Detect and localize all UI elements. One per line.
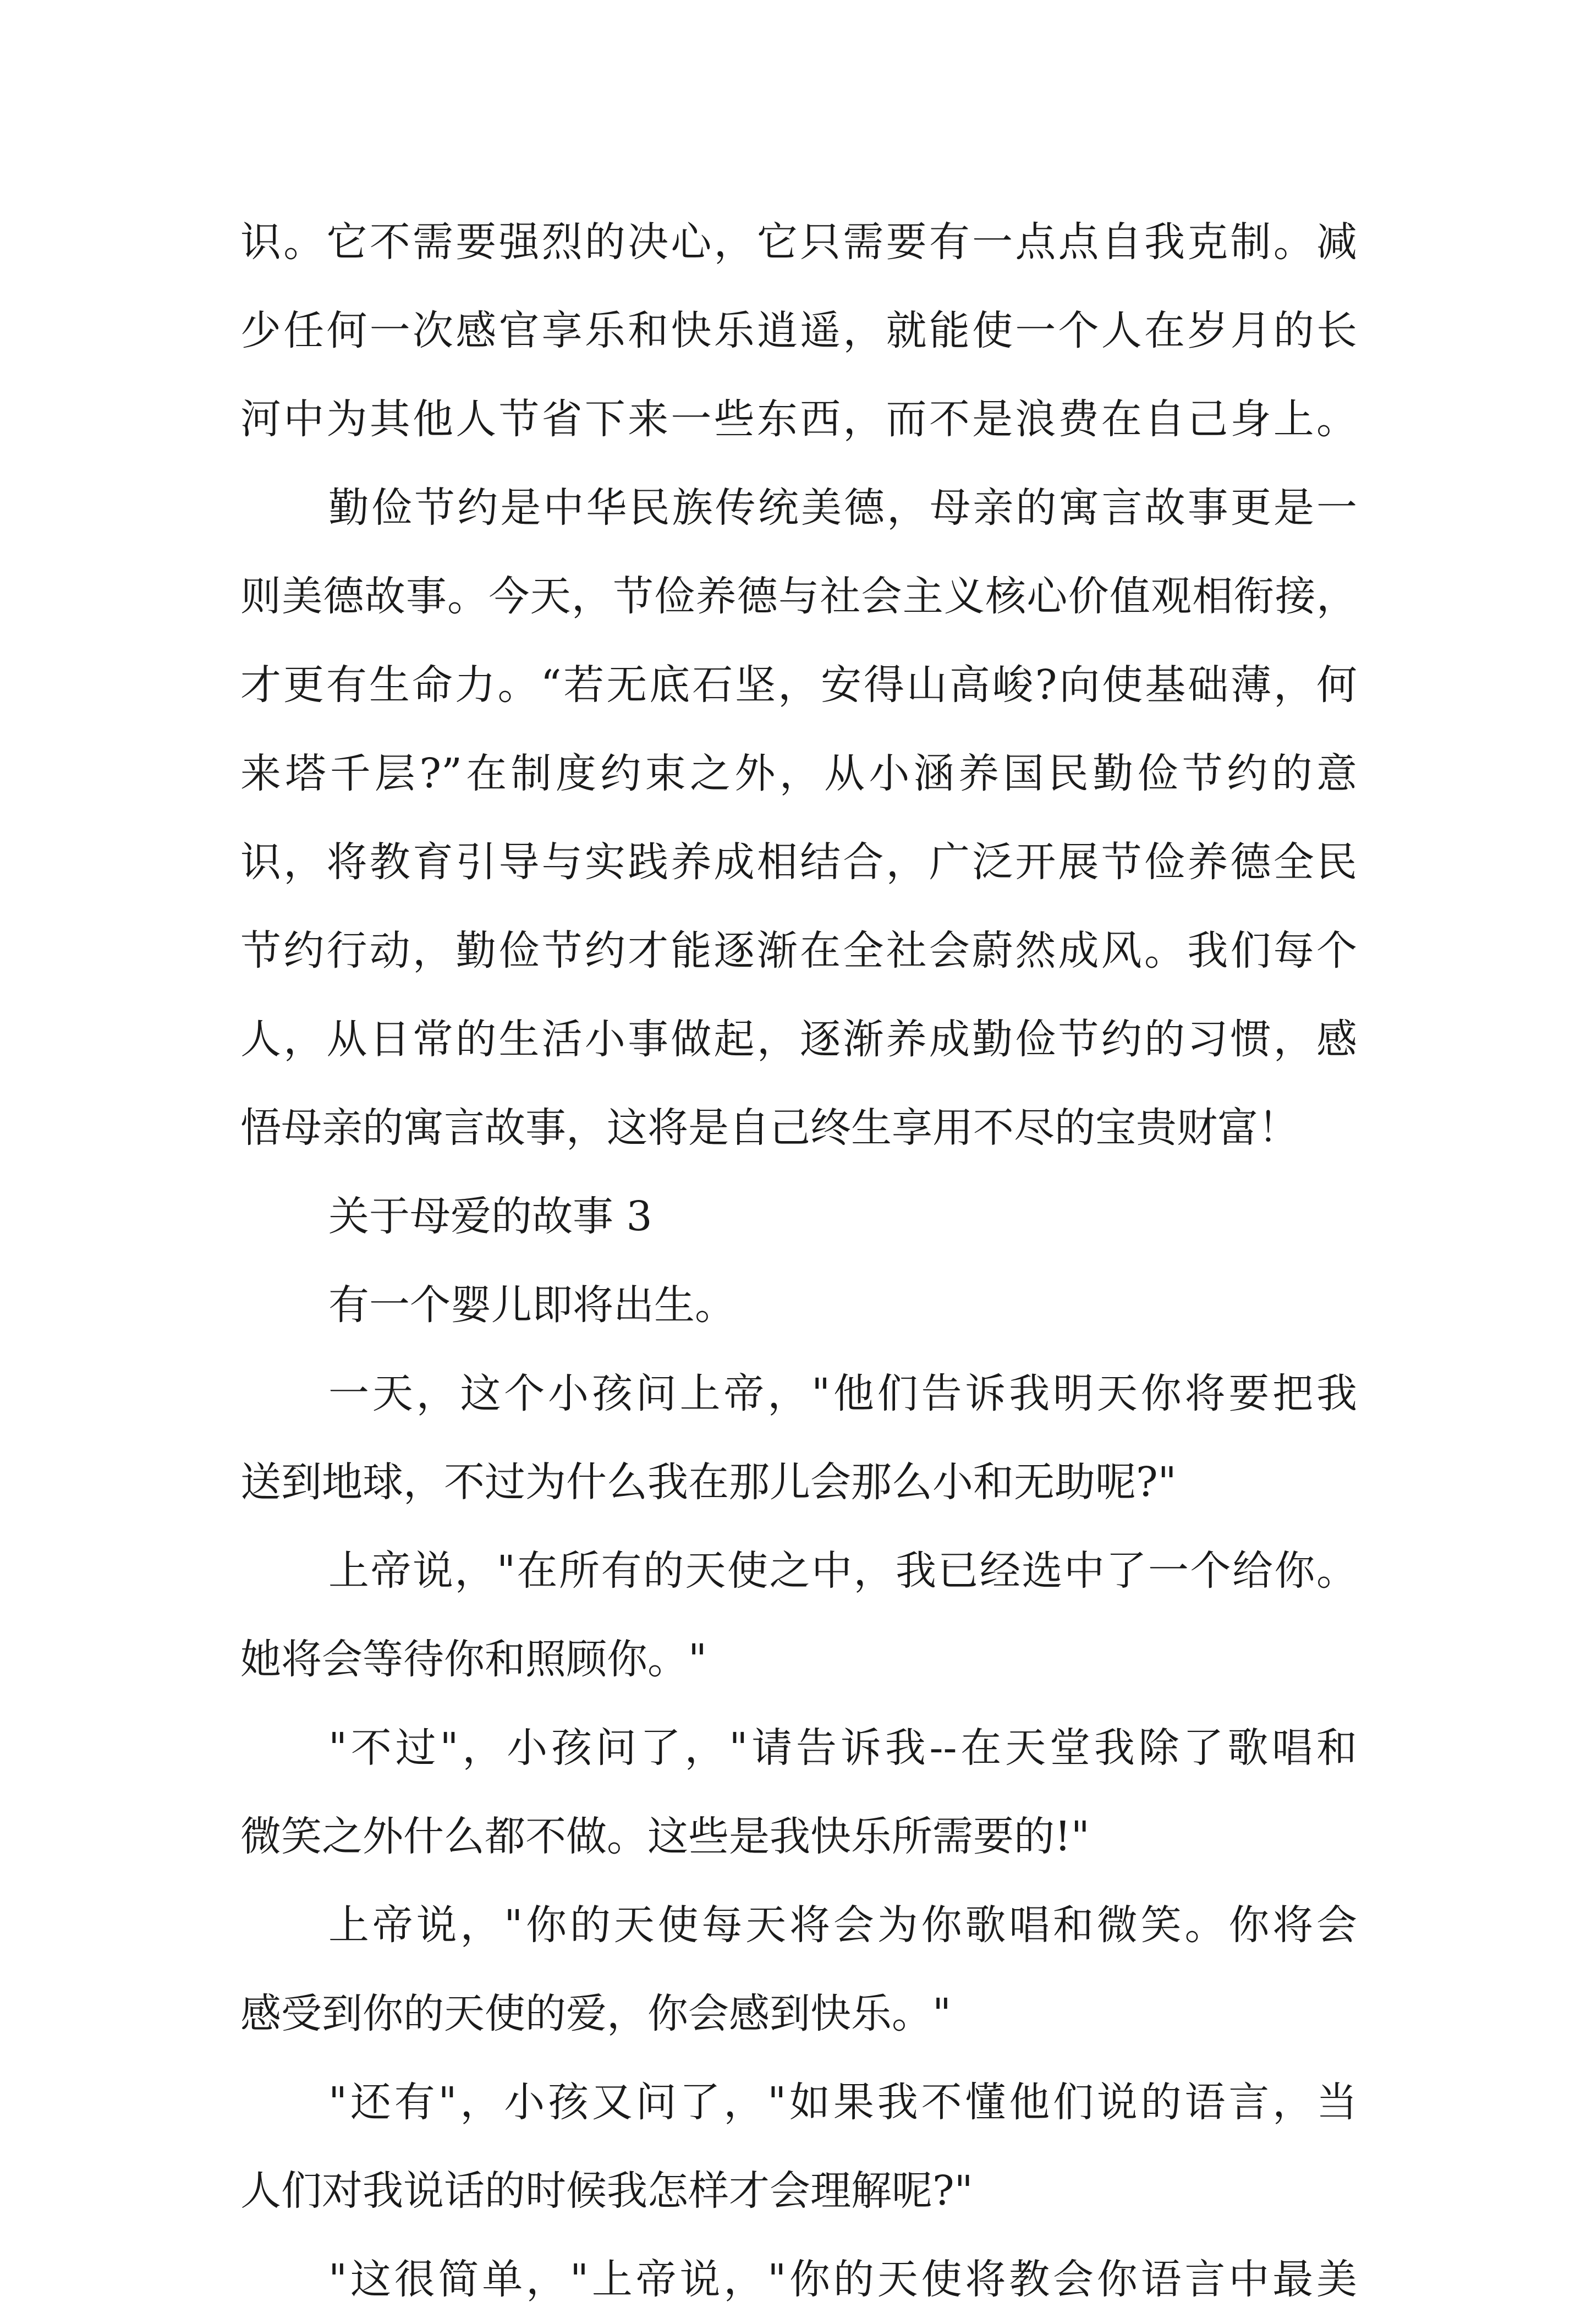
text-line: 人们对我说话的时候我怎样才会理解呢?" xyxy=(240,2167,973,2215)
text-line: 微笑之外什么都不做。这些是我快乐所需要的!" xyxy=(240,1813,1090,1860)
text-line: 有一个婴儿即将出生。 xyxy=(328,1281,735,1329)
text-line: 勤俭节约是中华民族传统美德，母亲的寓言故事更是一 xyxy=(328,484,1357,531)
text-line: "还有"，小孩又问了，"如果我不懂他们说的语言，当 xyxy=(328,2079,1357,2126)
text-line: 人，从日常的生活小事做起，逐渐养成勤俭节约的习惯，感 xyxy=(240,1016,1357,1063)
text-line: 上帝说，"你的天使每天将会为你歌唱和微笑。你将会 xyxy=(328,1901,1357,1949)
text-line: 则美德故事。今天，节俭养德与社会主义核心价值观相衔接， xyxy=(240,573,1357,620)
text-line: 来塔千层?”在制度约束之外，从小涵养国民勤俭节约的意 xyxy=(240,750,1357,797)
text-line: 少任何一次感官享乐和快乐逍遥，就能使一个人在岁月的长 xyxy=(240,307,1357,354)
text-line: 识，将教育引导与实践养成相结合，广泛开展节俭养德全民 xyxy=(240,838,1357,886)
body-text xyxy=(240,198,1357,2324)
text-line: 送到地球，不过为什么我在那儿会那么小和无助呢?" xyxy=(240,1459,1177,1506)
text-line: "这很简单，"上帝说，"你的天使将教会你语言中最美 xyxy=(328,2256,1357,2303)
text-line: 上帝说，"在所有的天使之中，我已经选中了一个给你。 xyxy=(328,1547,1357,1594)
text-line: 节约行动，勤俭节约才能逐渐在全社会蔚然成风。我们每个 xyxy=(240,927,1357,974)
text-line: 感受到你的天使的爱，你会感到快乐。" xyxy=(240,1990,952,2037)
text-line: 悟母亲的寓言故事，这将是自己终生享用不尽的宝贵财富！ xyxy=(240,1104,1299,1152)
text-line: 识。它不需要强烈的决心，它只需要有一点点自我克制。减 xyxy=(240,218,1357,266)
text-line: 关于母爱的故事 3 xyxy=(328,1193,652,1240)
text-line: 一天，这个小孩问上帝，"他们告诉我明天你将要把我 xyxy=(328,1370,1357,1417)
text-line: "不过"，小孩问了，"请告诉我--在天堂我除了歌唱和 xyxy=(328,1724,1357,1772)
text-line: 河中为其他人节省下来一些东西，而不是浪费在自己身上。 xyxy=(240,396,1357,443)
text-line: 才更有生命力。“若无底石坚，安得山高峻?向使基础薄，何 xyxy=(240,661,1357,709)
text-line: 她将会等待你和照顾你。" xyxy=(240,1636,707,1683)
